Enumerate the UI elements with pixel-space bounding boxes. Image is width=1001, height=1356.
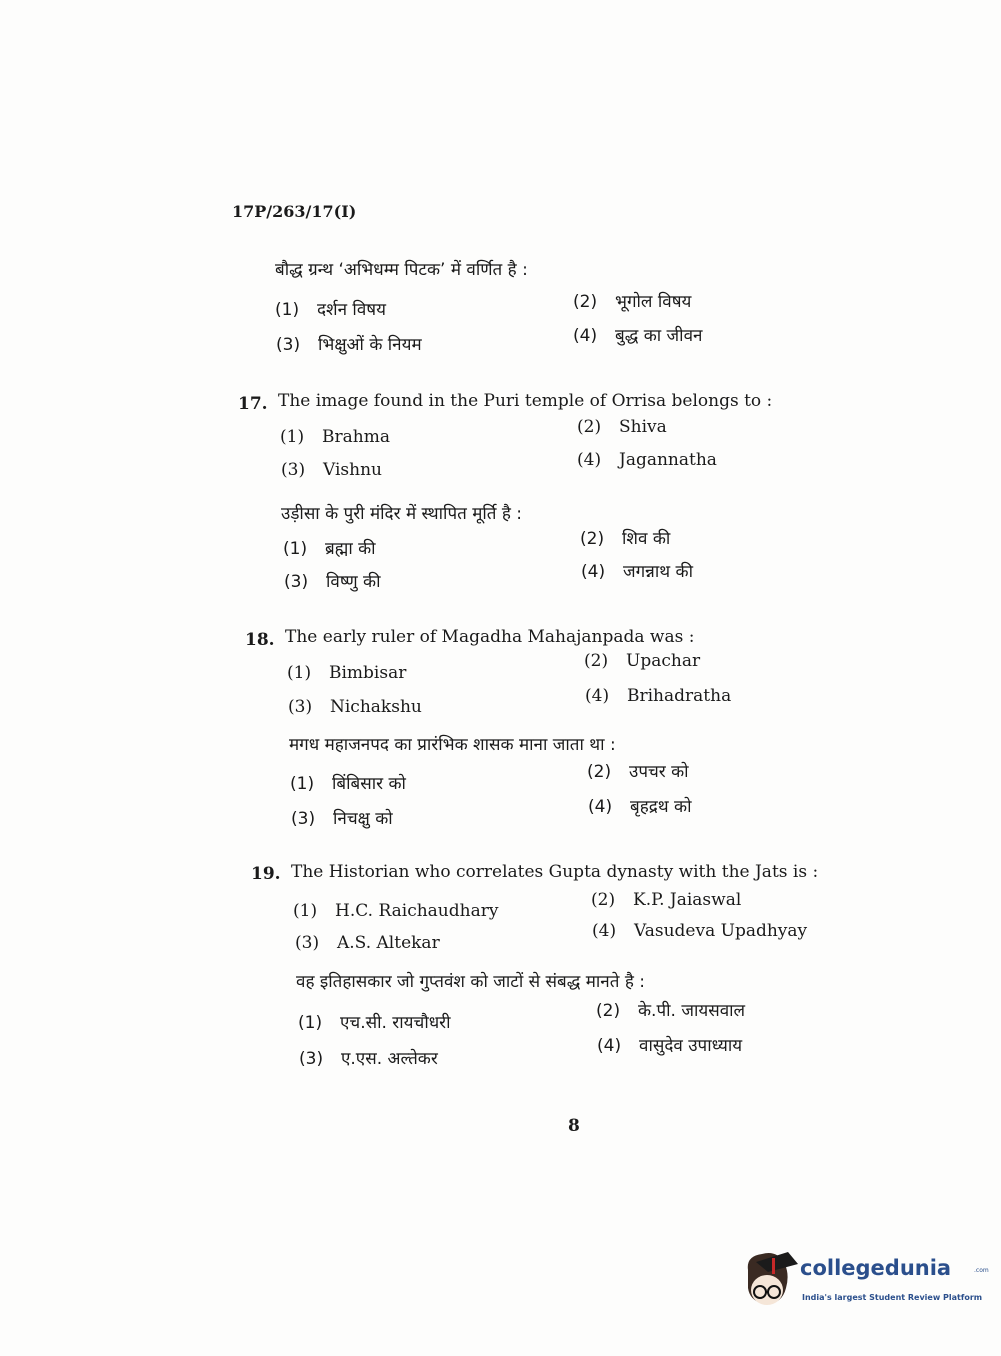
question-number: 17. xyxy=(238,394,268,414)
option-number: (1) xyxy=(287,663,312,683)
option-text: A.S. Altekar xyxy=(337,933,440,953)
option-number: (4) xyxy=(592,921,617,941)
option xyxy=(298,1015,451,1032)
option xyxy=(284,574,380,591)
question-19-hindi-stem: वह इतिहासकार जो गुप्तवंश को जाटों से संबद्ध मानते है : xyxy=(296,972,645,992)
option-number: (1) xyxy=(293,901,318,921)
option xyxy=(587,764,689,781)
option-text: निचक्षु को xyxy=(333,809,393,829)
paper-code: 17P/263/17(I) xyxy=(232,202,357,221)
option xyxy=(573,294,691,311)
brand-tagline: India's largest Student Review Platform xyxy=(802,1293,983,1302)
question-number: 18. xyxy=(245,630,275,650)
question-17-stem: The image found in the Puri temple of Orrisa belongs to : xyxy=(278,391,773,411)
option-number: (4) xyxy=(585,686,610,706)
option-text: Jagannatha xyxy=(619,450,717,470)
question-number: 19. xyxy=(251,864,281,884)
option xyxy=(585,688,731,705)
option-number: (3) xyxy=(284,572,309,592)
option xyxy=(577,452,717,469)
option-text: H.C. Raichaudhary xyxy=(335,901,499,921)
option-text: उपचर को xyxy=(629,762,689,782)
option-text: ए.एस. अल्तेकर xyxy=(341,1049,438,1069)
option-number: (2) xyxy=(587,762,612,782)
option xyxy=(577,419,667,436)
mascot-logo-icon xyxy=(742,1248,800,1314)
option-text: K.P. Jaiaswal xyxy=(633,890,742,910)
option-text: Bimbisar xyxy=(329,663,407,683)
option xyxy=(581,564,693,581)
option-number: (1) xyxy=(275,300,300,320)
option xyxy=(588,799,692,816)
option xyxy=(276,337,422,354)
option-text: वासुदेव उपाध्याय xyxy=(639,1036,743,1056)
option xyxy=(293,903,498,920)
option-number: (4) xyxy=(577,450,602,470)
option-number: (1) xyxy=(298,1013,323,1033)
option xyxy=(584,653,700,670)
option-number: (2) xyxy=(577,417,602,437)
option-number: (3) xyxy=(295,933,320,953)
option-number: (3) xyxy=(281,460,306,480)
option-text: एच.सी. रायचौधरी xyxy=(340,1013,451,1033)
question-18-hindi-stem: मगध महाजनपद का प्रारंभिक शासक माना जाता था : xyxy=(289,735,616,755)
question-19-stem: The Historian who correlates Gupta dynasty with the Jats is : xyxy=(291,862,819,882)
option-text: Nichakshu xyxy=(330,697,422,717)
option-text: भिक्षुओं के नियम xyxy=(318,335,422,355)
option xyxy=(295,935,440,952)
option-number: (3) xyxy=(276,335,301,355)
question-17-hindi-stem: उड़ीसा के पुरी मंदिर में स्थापित मूर्ति है : xyxy=(281,504,523,524)
option-number: (1) xyxy=(283,539,308,559)
option-number: (2) xyxy=(584,651,609,671)
option-number: (2) xyxy=(580,529,605,549)
option-text: Vasudeva Upadhyay xyxy=(634,921,808,941)
option-number: (2) xyxy=(596,1001,621,1021)
option xyxy=(291,811,393,828)
option xyxy=(288,699,422,716)
option-text: Shiva xyxy=(619,417,667,437)
option xyxy=(287,665,406,682)
option xyxy=(281,462,382,479)
option-number: (3) xyxy=(299,1049,324,1069)
option-text: जगन्नाथ की xyxy=(623,562,694,582)
option-text: Brahma xyxy=(322,427,390,447)
option xyxy=(573,328,702,345)
option xyxy=(275,302,386,319)
brand-domain: .com xyxy=(974,1267,989,1274)
option-text: विष्णु की xyxy=(326,572,381,592)
option xyxy=(591,892,741,909)
option-text: बृहद्रथ को xyxy=(630,797,692,817)
option-text: Upachar xyxy=(626,651,701,671)
option-text: दर्शन विषय xyxy=(317,300,386,320)
option-text: शिव की xyxy=(622,529,671,549)
option xyxy=(596,1003,745,1020)
collegedunia-watermark xyxy=(742,1248,992,1318)
page-number: 8 xyxy=(568,1116,580,1136)
option-number: (3) xyxy=(291,809,316,829)
option-text: Vishnu xyxy=(323,460,382,480)
option-number: (4) xyxy=(581,562,606,582)
option xyxy=(283,541,376,558)
option-number: (4) xyxy=(597,1036,622,1056)
option xyxy=(299,1051,438,1068)
question-16-hindi-stem: बौद्ध ग्रन्थ ‘अभिधम्म पिटक’ में वर्णित है : xyxy=(275,260,528,280)
option xyxy=(597,1038,742,1055)
question-18-stem: The early ruler of Magadha Mahajanpada was : xyxy=(285,627,695,647)
option-number: (4) xyxy=(573,326,598,346)
option xyxy=(290,776,406,793)
option-number: (4) xyxy=(588,797,613,817)
option-text: बुद्ध का जीवन xyxy=(615,326,703,346)
option xyxy=(592,923,807,940)
option-text: ब्रह्मा की xyxy=(325,539,376,559)
brand-name: collegedunia xyxy=(800,1256,952,1280)
option-text: भूगोल विषय xyxy=(615,292,692,312)
option xyxy=(580,531,670,548)
option-text: बिंबिसार को xyxy=(332,774,406,794)
option-number: (2) xyxy=(591,890,616,910)
option-number: (3) xyxy=(288,697,313,717)
option-text: के.पी. जायसवाल xyxy=(638,1001,746,1021)
option-text: Brihadratha xyxy=(627,686,732,706)
option-number: (2) xyxy=(573,292,598,312)
option-number: (1) xyxy=(280,427,305,447)
option xyxy=(280,429,390,446)
option-number: (1) xyxy=(290,774,315,794)
